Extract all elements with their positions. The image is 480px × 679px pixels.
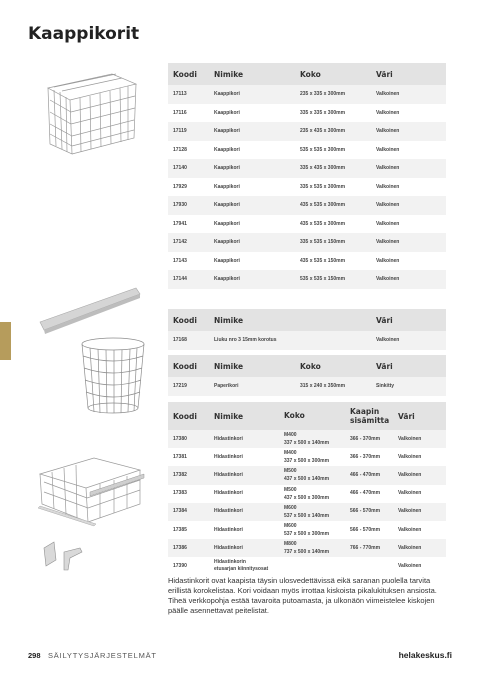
drawer-table bbox=[168, 402, 446, 576]
cell-cabinet-width: 566 - 570mm bbox=[350, 526, 381, 533]
cell-color: Valkoinen bbox=[398, 490, 422, 497]
cell-name: Kaappikori bbox=[214, 257, 240, 264]
cell-color: Valkoinen bbox=[376, 183, 400, 190]
cell-size: 315 x 240 x 350mm bbox=[300, 383, 346, 390]
cell-color: Valkoinen bbox=[376, 202, 400, 209]
table-row bbox=[168, 503, 446, 521]
header-koodi: Koodi bbox=[173, 69, 197, 79]
cell-color: Valkoinen bbox=[376, 128, 400, 135]
cell-dimensions: 537 x 500 x 300mm bbox=[284, 531, 330, 538]
cell-code: 17143 bbox=[173, 257, 187, 264]
table-header bbox=[168, 402, 446, 430]
cell-dimensions: 437 x 500 x 300mm bbox=[284, 494, 330, 501]
cell-code: 17929 bbox=[173, 183, 187, 190]
cell-color: Valkoinen bbox=[376, 257, 400, 264]
header-vari: Väri bbox=[376, 315, 393, 325]
cell-model: M500 bbox=[284, 486, 297, 493]
cell-color: Valkoinen bbox=[398, 526, 422, 533]
header-koodi: Koodi bbox=[173, 361, 197, 371]
cell-cabinet-width: 466 - 470mm bbox=[350, 471, 381, 478]
table-header bbox=[168, 309, 446, 331]
cell-size bbox=[284, 540, 350, 556]
header-kaapin-sisamitta: Kaapin sisämitta bbox=[350, 407, 390, 425]
rail-image bbox=[38, 286, 142, 336]
cell-cabinet-width: 366 - 370mm bbox=[350, 453, 381, 460]
cell-size: 335 x 335 x 300mm bbox=[300, 109, 346, 116]
table-row bbox=[168, 215, 446, 234]
header-nimike: Nimike bbox=[214, 411, 244, 421]
table-row bbox=[168, 252, 446, 271]
cell-size: 435 x 535 x 300mm bbox=[300, 220, 346, 227]
cell-size: 235 x 335 x 300mm bbox=[300, 91, 346, 98]
cell-name: Hidastinkori bbox=[214, 508, 243, 515]
cell-model: M400 bbox=[284, 450, 297, 457]
table-row bbox=[168, 178, 446, 197]
table-row bbox=[168, 233, 446, 252]
section-name: SÄILYTYSJÄRJESTELMÄT bbox=[48, 651, 157, 660]
table-row bbox=[168, 159, 446, 178]
cell-code: 17383 bbox=[173, 490, 187, 497]
cell-code: 17128 bbox=[173, 146, 187, 153]
cell-size: 535 x 535 x 150mm bbox=[300, 276, 346, 283]
header-nimike: Nimike bbox=[214, 361, 244, 371]
cell-code: 17390 bbox=[173, 562, 187, 569]
table-row bbox=[168, 485, 446, 503]
cell-cabinet-width: 366 - 370mm bbox=[350, 435, 381, 442]
cell-name: Hidastinkori bbox=[214, 526, 243, 533]
header-koko: Koko bbox=[300, 361, 321, 371]
cell-name: Kaappikori bbox=[214, 128, 240, 135]
cell-cabinet-width: 466 - 470mm bbox=[350, 490, 381, 497]
table-row bbox=[168, 377, 446, 396]
cell-color: Valkoinen bbox=[398, 471, 422, 478]
table-header bbox=[168, 63, 446, 85]
cell-size bbox=[284, 486, 350, 502]
cell-name: Kaappikori bbox=[214, 220, 240, 227]
table-row bbox=[168, 539, 446, 557]
table-row bbox=[168, 448, 446, 466]
cell-name bbox=[214, 559, 350, 573]
table-row bbox=[168, 85, 446, 104]
cell-code: 17113 bbox=[173, 91, 187, 98]
cell-name: Hidastinkori bbox=[214, 453, 243, 460]
table-row bbox=[168, 521, 446, 539]
cell-size: 535 x 535 x 300mm bbox=[300, 146, 346, 153]
cell-dimensions: 337 x 500 x 300mm bbox=[284, 458, 330, 465]
cell-code: 17140 bbox=[173, 165, 187, 172]
table-row bbox=[168, 557, 446, 575]
cell-code: 17385 bbox=[173, 526, 187, 533]
bracket-image bbox=[40, 538, 86, 572]
header-koko: Koko bbox=[300, 69, 321, 79]
page-title: Kaappikorit bbox=[28, 24, 140, 44]
cell-size: 235 x 435 x 300mm bbox=[300, 128, 346, 135]
cell-size bbox=[284, 449, 350, 465]
cell-cabinet-width: 766 - 770mm bbox=[350, 544, 381, 551]
header-nimike: Nimike bbox=[214, 315, 244, 325]
cell-name: Kaappikori bbox=[214, 276, 240, 283]
pull-out-drawer-image bbox=[34, 452, 146, 528]
paper-basket-table bbox=[168, 355, 446, 396]
cell-size: 335 x 535 x 300mm bbox=[300, 183, 346, 190]
cell-dimensions: 337 x 500 x 140mm bbox=[284, 440, 330, 447]
header-koko: Koko bbox=[284, 411, 305, 420]
cell-name: Kaappikori bbox=[214, 109, 240, 116]
cell-color: Valkoinen bbox=[376, 239, 400, 246]
cell-color: Sinkitty bbox=[376, 383, 395, 390]
paper-basket-image bbox=[78, 336, 148, 416]
cell-color: Valkoinen bbox=[376, 146, 400, 153]
cell-name: Paperikori bbox=[214, 383, 239, 390]
cell-name: Hidastinkori bbox=[214, 471, 243, 478]
cell-color: Valkoinen bbox=[398, 508, 422, 515]
table-row bbox=[168, 104, 446, 123]
cell-name: Hidastinkori bbox=[214, 490, 243, 497]
product-description: Hidastinkorit ovat kaapista täysin ulosvedettävissä eikä saranan puolella tarvita erillistä korokelistaa. Kori voidaan myös irrottaa kiskoista pikalukituksen ansiosta. Tiheä verkkopohja estää tavaroita putoamasta, ja ulkonäön viimeistelee kiskojen päälle asennettavat peitelistat. bbox=[168, 576, 437, 615]
cell-name: Kaappikori bbox=[214, 146, 240, 153]
cell-dimensions: 737 x 500 x 140mm bbox=[284, 549, 330, 556]
cell-model: M500 bbox=[284, 468, 297, 475]
cell-name: Kaappikori bbox=[214, 202, 240, 209]
cell-model: M800 bbox=[284, 541, 297, 548]
cell-dimensions: 537 x 500 x 140mm bbox=[284, 512, 330, 519]
cell-color: Valkoinen bbox=[376, 276, 400, 283]
table-header bbox=[168, 355, 446, 377]
cell-name: Kaappikori bbox=[214, 165, 240, 172]
table-row bbox=[168, 196, 446, 215]
cell-color: Valkoinen bbox=[376, 109, 400, 116]
cell-model: M400 bbox=[284, 432, 297, 439]
cell-size: 435 x 535 x 150mm bbox=[300, 257, 346, 264]
cell-name: Liuku nro 3 15mm korotus bbox=[214, 337, 277, 344]
cell-cabinet-width: 566 - 570mm bbox=[350, 508, 381, 515]
table-row bbox=[168, 122, 446, 141]
cell-code: 17380 bbox=[173, 435, 187, 442]
cell-size bbox=[284, 431, 350, 447]
cell-name-line1: Hidastinkorin bbox=[214, 559, 246, 566]
cell-code: 17941 bbox=[173, 220, 187, 227]
cell-color: Valkoinen bbox=[376, 91, 400, 98]
cell-code: 17384 bbox=[173, 508, 187, 515]
page-number: 298 bbox=[28, 651, 41, 660]
header-nimike: Nimike bbox=[214, 69, 244, 79]
cell-model: M600 bbox=[284, 523, 297, 530]
cell-model: M600 bbox=[284, 504, 297, 511]
table-row bbox=[168, 331, 446, 350]
cell-name: Kaappikori bbox=[214, 239, 240, 246]
cell-dimensions: 437 x 500 x 140mm bbox=[284, 476, 330, 483]
rail-table bbox=[168, 309, 446, 350]
cell-code: 17119 bbox=[173, 128, 187, 135]
header-vari: Väri bbox=[376, 361, 393, 371]
table-row bbox=[168, 270, 446, 289]
baskets-table bbox=[168, 63, 446, 289]
cell-size bbox=[284, 467, 350, 483]
cell-name: Hidastinkori bbox=[214, 435, 243, 442]
cell-code: 17381 bbox=[173, 453, 187, 460]
cell-size: 335 x 435 x 300mm bbox=[300, 165, 346, 172]
cell-color: Valkoinen bbox=[376, 220, 400, 227]
cell-code: 17219 bbox=[173, 383, 187, 390]
header-koodi: Koodi bbox=[173, 411, 197, 421]
table-row bbox=[168, 141, 446, 160]
cell-size bbox=[284, 522, 350, 538]
header-vari: Väri bbox=[376, 69, 393, 79]
cell-name: Hidastinkori bbox=[214, 544, 243, 551]
cell-color: Valkoinen bbox=[376, 337, 400, 344]
cell-color: Valkoinen bbox=[398, 435, 422, 442]
wire-basket-image bbox=[40, 70, 140, 156]
cell-code: 17168 bbox=[173, 337, 187, 344]
table-row bbox=[168, 430, 446, 448]
cell-code: 17382 bbox=[173, 471, 187, 478]
cell-color: Valkoinen bbox=[398, 544, 422, 551]
cell-color: Valkoinen bbox=[398, 562, 422, 569]
cell-code: 17116 bbox=[173, 109, 187, 116]
cell-name: Kaappikori bbox=[214, 183, 240, 190]
cell-color: Valkoinen bbox=[398, 453, 422, 460]
header-koodi: Koodi bbox=[173, 315, 197, 325]
header-vari: Väri bbox=[398, 411, 415, 421]
cell-code: 17386 bbox=[173, 544, 187, 551]
cell-name-line2: etusarjan kiinnitysosat bbox=[214, 566, 269, 573]
cell-color: Valkoinen bbox=[376, 165, 400, 172]
cell-size: 335 x 535 x 150mm bbox=[300, 239, 346, 246]
cell-code: 17930 bbox=[173, 202, 187, 209]
cell-name: Kaappikori bbox=[214, 91, 240, 98]
table-row bbox=[168, 466, 446, 484]
cell-code: 17144 bbox=[173, 276, 187, 283]
cell-size bbox=[284, 504, 350, 520]
cell-size: 435 x 535 x 300mm bbox=[300, 202, 346, 209]
section-tab-marker bbox=[0, 322, 11, 360]
cell-code: 17142 bbox=[173, 239, 187, 246]
website-link[interactable]: helakeskus.fi bbox=[398, 650, 452, 660]
